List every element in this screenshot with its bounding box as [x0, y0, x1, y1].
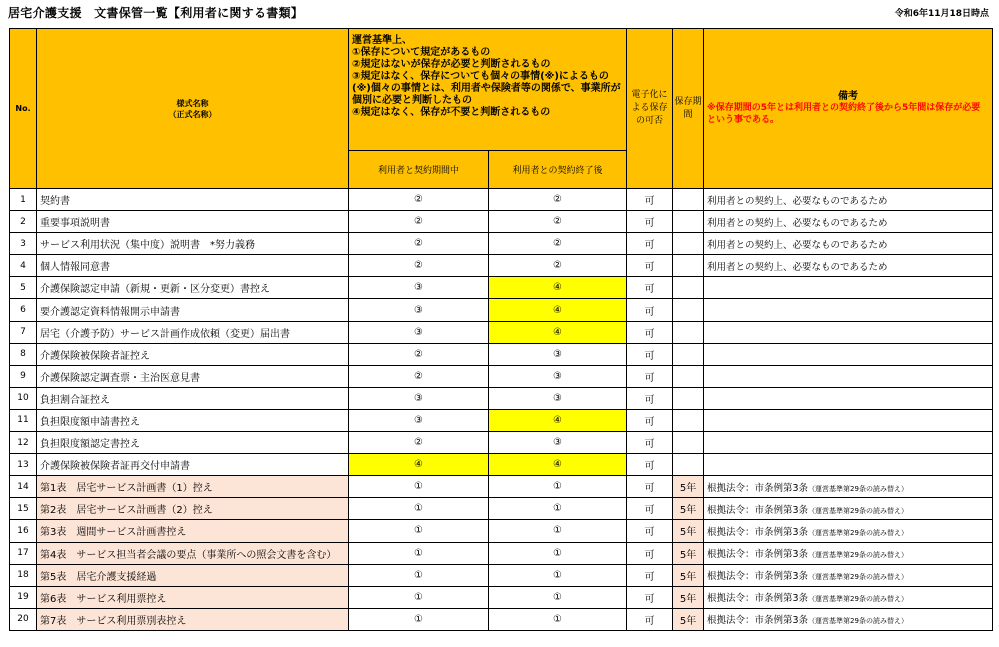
- basis-line: ④規定はなく、保存が不要と判断されるもの: [352, 107, 551, 118]
- row-during-contract: ③: [349, 387, 489, 409]
- row-period: [673, 365, 704, 387]
- row-during-contract: ③: [349, 321, 489, 343]
- row-after-contract: ④: [489, 277, 627, 299]
- row-period: 5年: [673, 608, 704, 630]
- row-note-text: 根拠法令：市条例第3条: [707, 526, 809, 538]
- row-note-sub: （運営基準第29条の読み替え）: [808, 484, 908, 493]
- row-note-sub: （運営基準第29条の読み替え）: [808, 617, 908, 626]
- row-period: [673, 233, 704, 255]
- row-during-contract: ①: [349, 542, 489, 564]
- row-note: [704, 365, 993, 387]
- row-digital: 可: [627, 432, 673, 454]
- row-number: 6: [10, 299, 37, 321]
- as-of-date: 令和6年11月18日時点: [894, 9, 989, 19]
- row-note-text: 根拠法令：市条例第3条: [707, 593, 809, 605]
- row-number: 9: [10, 365, 37, 387]
- row-period: 5年: [673, 476, 704, 498]
- row-after-contract: ④: [489, 321, 627, 343]
- row-after-contract: ①: [489, 564, 627, 586]
- header-period: 保存期間: [673, 29, 704, 189]
- row-after-contract: ④: [489, 409, 627, 431]
- row-period: 5年: [673, 586, 704, 608]
- row-after-contract: ②: [489, 233, 627, 255]
- row-digital: 可: [627, 409, 673, 431]
- table-row: [10, 321, 993, 343]
- row-period: [673, 387, 704, 409]
- row-digital: 可: [627, 277, 673, 299]
- header-after-contract: 利用者との契約終了後: [489, 151, 627, 189]
- row-number: 14: [10, 476, 37, 498]
- row-period: 5年: [673, 520, 704, 542]
- row-note-text: 根拠法令：市条例第3条: [707, 549, 809, 561]
- row-number: 18: [10, 564, 37, 586]
- row-form-name: 介護保険被保険者証再交付申請書: [37, 454, 349, 476]
- table-row: [10, 520, 993, 542]
- row-digital: 可: [627, 233, 673, 255]
- row-form-name: 負担限度額認定書控え: [37, 432, 349, 454]
- row-digital: 可: [627, 365, 673, 387]
- row-digital: 可: [627, 608, 673, 630]
- row-number: 4: [10, 255, 37, 277]
- row-note-sub: （運営基準第29条の読み替え）: [808, 551, 908, 560]
- table-row: [10, 277, 993, 299]
- row-during-contract: ③: [349, 277, 489, 299]
- basis-line: ①保存について規定があるもの: [352, 47, 491, 58]
- row-digital: 可: [627, 476, 673, 498]
- document-title: 居宅介護支援 文書保管一覧【利用者に関する書類】: [8, 6, 304, 20]
- table-row: [10, 564, 993, 586]
- row-note: [704, 387, 993, 409]
- header-note-label: 備考: [838, 91, 859, 102]
- row-period: [673, 255, 704, 277]
- row-number: 15: [10, 498, 37, 520]
- row-number: 12: [10, 432, 37, 454]
- row-during-contract: ③: [349, 299, 489, 321]
- row-after-contract: ①: [489, 586, 627, 608]
- row-digital: 可: [627, 189, 673, 211]
- table-row: [10, 299, 993, 321]
- row-note: [704, 299, 993, 321]
- row-after-contract: ③: [489, 432, 627, 454]
- row-period: [673, 277, 704, 299]
- row-during-contract: ②: [349, 255, 489, 277]
- row-after-contract: ④: [489, 454, 627, 476]
- row-note-text: 利用者との契約上、必要なものであるため: [707, 217, 888, 229]
- row-form-name: 契約書: [37, 189, 349, 211]
- row-note: [704, 608, 993, 630]
- row-during-contract: ②: [349, 432, 489, 454]
- row-note-sub: （運営基準第29条の読み替え）: [808, 573, 908, 582]
- basis-line: 運営基準上、: [352, 35, 412, 46]
- row-digital: 可: [627, 299, 673, 321]
- row-after-contract: ③: [489, 387, 627, 409]
- row-during-contract: ③: [349, 409, 489, 431]
- row-number: 7: [10, 321, 37, 343]
- row-note-text: 根拠法令：市条例第3条: [707, 504, 809, 516]
- row-number: 2: [10, 211, 37, 233]
- row-note-sub: （運営基準第29条の読み替え）: [808, 595, 908, 604]
- header-form-name: [37, 29, 349, 189]
- row-note: [704, 343, 993, 365]
- row-during-contract: ①: [349, 476, 489, 498]
- row-form-name: 介護保険被保険者証控え: [37, 343, 349, 365]
- row-during-contract: ②: [349, 343, 489, 365]
- row-after-contract: ③: [489, 365, 627, 387]
- row-number: 19: [10, 586, 37, 608]
- row-period: 5年: [673, 498, 704, 520]
- basis-line: (※)個々の事情とは、利用者や保険者等の関係で、事業所が個別に必要と判断したもの: [352, 83, 621, 106]
- table-row: [10, 409, 993, 431]
- table-row: [10, 233, 993, 255]
- row-during-contract: ①: [349, 564, 489, 586]
- row-note-sub: （運営基準第29条の読み替え）: [808, 506, 908, 515]
- row-during-contract: ①: [349, 520, 489, 542]
- row-digital: 可: [627, 454, 673, 476]
- row-form-name: サービス利用状況（集中度）説明書 *努力義務: [37, 233, 349, 255]
- row-digital: 可: [627, 520, 673, 542]
- basis-line: ②規定はないが保存が必要と判断されるもの: [352, 59, 551, 70]
- row-form-name: 負担割合証控え: [37, 387, 349, 409]
- row-note-text: 根拠法令：市条例第3条: [707, 615, 809, 627]
- row-form-name: 介護保険認定調査票・主治医意見書: [37, 365, 349, 387]
- row-during-contract: ②: [349, 211, 489, 233]
- row-period: [673, 454, 704, 476]
- header-note: [704, 29, 993, 189]
- table-row: [10, 255, 993, 277]
- row-number: 10: [10, 387, 37, 409]
- row-note: [704, 233, 993, 255]
- row-during-contract: ②: [349, 189, 489, 211]
- row-number: 17: [10, 542, 37, 564]
- row-form-name: 重要事項説明書: [37, 211, 349, 233]
- header-during-contract: 利用者と契約期間中: [349, 151, 489, 189]
- row-period: 5年: [673, 564, 704, 586]
- row-note: [704, 454, 993, 476]
- row-note-text: 利用者との契約上、必要なものであるため: [707, 261, 888, 273]
- row-period: [673, 409, 704, 431]
- row-note: [704, 211, 993, 233]
- table-row: [10, 586, 993, 608]
- row-note: [704, 586, 993, 608]
- row-number: 11: [10, 409, 37, 431]
- row-period: [673, 211, 704, 233]
- row-period: 5年: [673, 542, 704, 564]
- table-row: [10, 432, 993, 454]
- row-period: [673, 299, 704, 321]
- row-after-contract: ④: [489, 299, 627, 321]
- row-digital: 可: [627, 343, 673, 365]
- row-form-name: 要介護認定資料情報開示申請書: [37, 299, 349, 321]
- row-during-contract: ④: [349, 454, 489, 476]
- row-after-contract: ①: [489, 476, 627, 498]
- row-note: [704, 409, 993, 431]
- row-form-name: 第1表 居宅サービス計画書（1）控え: [37, 476, 349, 498]
- row-note-sub: （運営基準第29条の読み替え）: [808, 528, 908, 537]
- header-operational-basis: [349, 29, 627, 151]
- table-row: [10, 343, 993, 365]
- row-digital: 可: [627, 564, 673, 586]
- header-no: No.: [10, 29, 37, 189]
- row-after-contract: ②: [489, 189, 627, 211]
- row-note-text: 根拠法令：市条例第3条: [707, 571, 809, 583]
- row-form-name: 第7表 サービス利用票別表控え: [37, 608, 349, 630]
- row-after-contract: ③: [489, 343, 627, 365]
- row-digital: 可: [627, 498, 673, 520]
- row-digital: 可: [627, 255, 673, 277]
- row-form-name: 個人情報同意書: [37, 255, 349, 277]
- row-during-contract: ①: [349, 498, 489, 520]
- row-during-contract: ①: [349, 586, 489, 608]
- table-row: [10, 387, 993, 409]
- header-note-red: ※保存期間の5年とは利用者との契約終了後から5年間は保存が必要という事である。: [707, 103, 981, 125]
- table-body: [10, 189, 993, 631]
- row-note: [704, 542, 993, 564]
- row-note: [704, 498, 993, 520]
- row-number: 8: [10, 343, 37, 365]
- row-period: [673, 189, 704, 211]
- row-number: 5: [10, 277, 37, 299]
- header-form-name-line1: 様式名称: [176, 98, 209, 108]
- row-form-name: 第3表 週間サービス計画書控え: [37, 520, 349, 542]
- row-form-name: 第5表 居宅介護支援経過: [37, 564, 349, 586]
- row-after-contract: ①: [489, 498, 627, 520]
- row-digital: 可: [627, 542, 673, 564]
- row-number: 13: [10, 454, 37, 476]
- row-digital: 可: [627, 211, 673, 233]
- row-digital: 可: [627, 586, 673, 608]
- table-row: [10, 542, 993, 564]
- row-during-contract: ①: [349, 608, 489, 630]
- row-note: [704, 277, 993, 299]
- header-form-name-line2: （正式名称）: [168, 109, 217, 119]
- row-digital: 可: [627, 321, 673, 343]
- row-note-text: 利用者との契約上、必要なものであるため: [707, 239, 888, 251]
- document-retention-table: [9, 28, 993, 631]
- row-after-contract: ②: [489, 211, 627, 233]
- row-number: 3: [10, 233, 37, 255]
- row-digital: 可: [627, 387, 673, 409]
- table-row: [10, 211, 993, 233]
- row-form-name: 第4表 サービス担当者会議の要点（事業所への照会文書を含む）: [37, 542, 349, 564]
- table-row: [10, 454, 993, 476]
- row-after-contract: ②: [489, 255, 627, 277]
- row-period: [673, 321, 704, 343]
- row-form-name: 負担限度額申請書控え: [37, 409, 349, 431]
- row-after-contract: ①: [489, 608, 627, 630]
- row-note-text: 根拠法令：市条例第3条: [707, 482, 809, 494]
- row-period: [673, 432, 704, 454]
- row-note: [704, 520, 993, 542]
- row-after-contract: ①: [489, 542, 627, 564]
- row-during-contract: ②: [349, 233, 489, 255]
- row-note: [704, 189, 993, 211]
- row-during-contract: ②: [349, 365, 489, 387]
- row-form-name: 第2表 居宅サービス計画書（2）控え: [37, 498, 349, 520]
- row-note: [704, 476, 993, 498]
- row-number: 20: [10, 608, 37, 630]
- row-note-text: 利用者との契約上、必要なものであるため: [707, 195, 888, 207]
- row-form-name: 第6表 サービス利用票控え: [37, 586, 349, 608]
- row-note: [704, 432, 993, 454]
- row-period: [673, 343, 704, 365]
- row-after-contract: ①: [489, 520, 627, 542]
- row-note: [704, 255, 993, 277]
- row-form-name: 居宅（介護予防）サービス計画作成依頼（変更）届出書: [37, 321, 349, 343]
- table-row: [10, 365, 993, 387]
- table-row: [10, 608, 993, 630]
- basis-line: ③規定はなく、保存についても個々の事情(※)によるもの: [352, 71, 609, 82]
- header-digital: 電子化による保存の可否: [627, 29, 673, 189]
- row-number: 1: [10, 189, 37, 211]
- row-number: 16: [10, 520, 37, 542]
- table-row: [10, 498, 993, 520]
- row-note: [704, 321, 993, 343]
- row-note: [704, 564, 993, 586]
- row-form-name: 介護保険認定申請（新規・更新・区分変更）書控え: [37, 277, 349, 299]
- table-row: [10, 189, 993, 211]
- table-row: [10, 476, 993, 498]
